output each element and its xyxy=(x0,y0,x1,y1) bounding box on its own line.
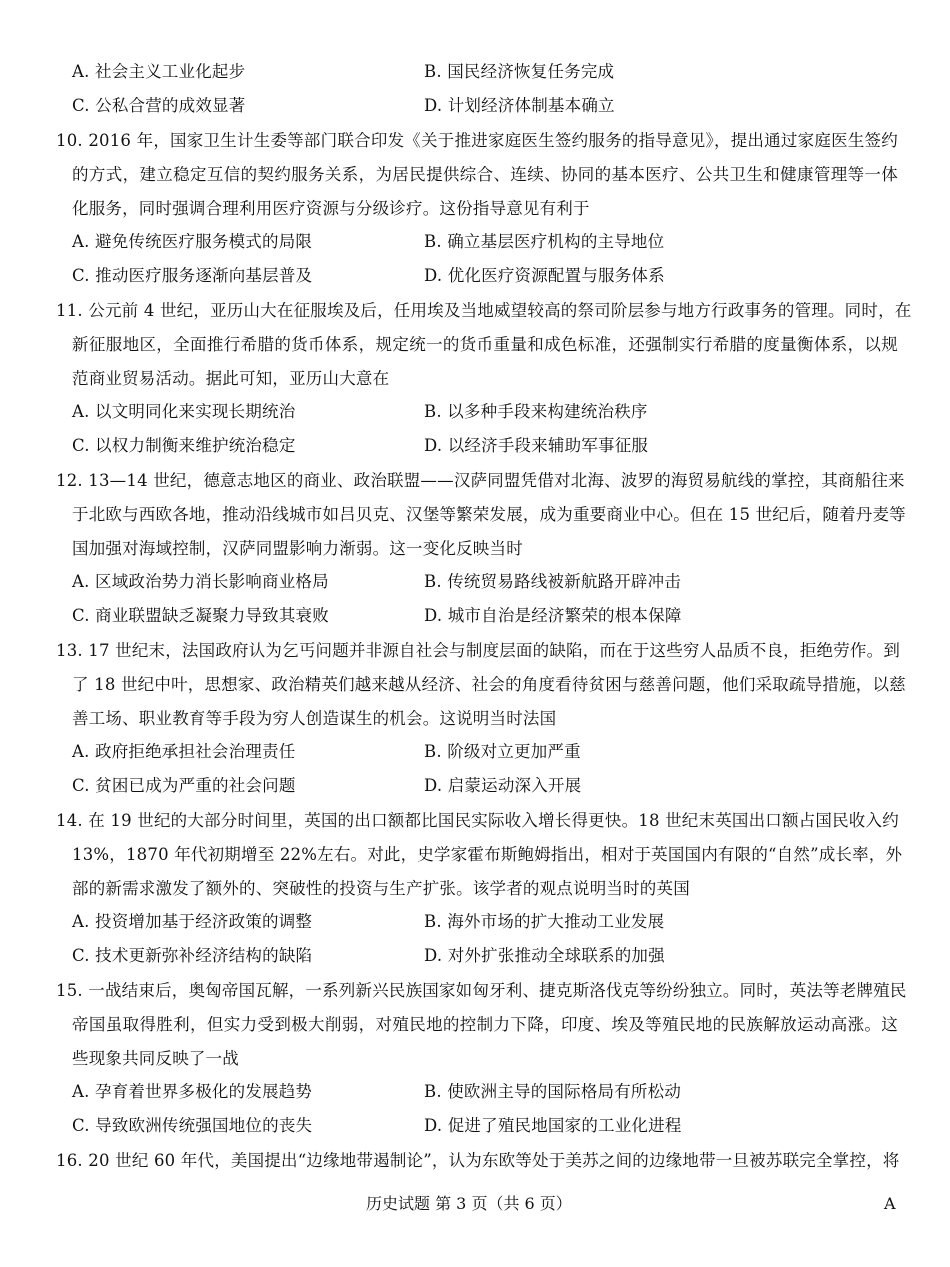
q11-option-a: A. 以文明同化来实现长期统治 xyxy=(72,402,296,421)
q11-option-c: C. 以权力制衡来维护统治稳定 xyxy=(72,436,296,455)
question-13-line-1: 13. 17 世纪末，法国政府认为乞丐问题并非源自社会与制度层面的缺陷，而在于这些穷人品质不良，拒绝劳作。到 xyxy=(56,641,901,660)
q15-option-b: B. 使欧洲主导的国际格局有所松动 xyxy=(424,1082,682,1101)
q15-option-c: C. 导致欧洲传统强国地位的丧失 xyxy=(72,1116,313,1135)
q10-option-d: D. 优化医疗资源配置与服务体系 xyxy=(424,266,665,285)
option-d: D. 计划经济体制基本确立 xyxy=(424,96,615,115)
q15-option-a: A. 孕育着世界多极化的发展趋势 xyxy=(72,1082,313,1101)
page-footer: 历史试题 第 3 页（共 6 页） xyxy=(366,1194,572,1213)
question-12-line-1: 12. 13—14 世纪，德意志地区的商业、政治联盟——汉萨同盟凭借对北海、波罗的海贸易航线的掌控，其商船往来 xyxy=(56,471,905,490)
q13-option-c: C. 贫困已成为严重的社会问题 xyxy=(72,776,296,795)
question-11-line-2: 新征服地区，全面推行希腊的货币体系，规定统一的货币重量和成色标准，还强制实行希腊的度量衡体系，以规 xyxy=(72,335,898,354)
question-11-line-1: 11. 公元前 4 世纪，亚历山大在征服埃及后，任用埃及当地威望较高的祭司阶层参与地方行政事务的管理。同时，在 xyxy=(56,301,912,320)
q10-option-c: C. 推动医疗服务逐渐向基层普及 xyxy=(72,266,313,285)
question-10-line-3: 化服务，同时强调合理利用医疗资源与分级诊疗。这份指导意见有利于 xyxy=(72,199,590,218)
q12-option-d: D. 城市自治是经济繁荣的根本保障 xyxy=(424,606,682,625)
question-11-line-3: 范商业贸易活动。据此可知，亚历山大意在 xyxy=(72,369,390,388)
question-14-line-3: 部的新需求激发了额外的、突破性的投资与生产扩张。该学者的观点说明当时的英国 xyxy=(72,879,690,898)
question-13-line-3: 善工场、职业教育等手段为穷人创造谋生的机会。这说明当时法国 xyxy=(72,709,557,728)
q13-option-a: A. 政府拒绝承担社会治理责任 xyxy=(72,742,296,761)
q12-option-c: C. 商业联盟缺乏凝聚力导致其衰败 xyxy=(72,606,329,625)
question-10-line-1: 10. 2016 年，国家卫生计生委等部门联合印发《关于推进家庭医生签约服务的指导意见》，提出通过家庭医生签约 xyxy=(56,131,898,150)
q10-option-a: A. 避免传统医疗服务模式的局限 xyxy=(72,232,313,251)
question-15-line-2: 帝国虽取得胜利，但实力受到极大削弱，对殖民地的控制力下降，印度、埃及等殖民地的民族解放运动高涨。这 xyxy=(72,1015,898,1034)
q12-option-a: A. 区域政治势力消长影响商业格局 xyxy=(72,572,329,591)
question-16-line-1: 16. 20 世纪 60 年代，美国提出“边缘地带遏制论”，认为东欧等处于美苏之间的边缘地带一旦被苏联完全掌控，将 xyxy=(56,1151,900,1170)
question-13-line-2: 了 18 世纪中叶，思想家、政治精英们越来越从经济、社会的角度看待贫困与慈善问题，他们采取疏导措施，以慈 xyxy=(72,675,906,694)
q11-option-d: D. 以经济手段来辅助军事征服 xyxy=(424,436,649,455)
version-mark: A xyxy=(884,1194,896,1213)
q12-option-b: B. 传统贸易路线被新航路开辟冲击 xyxy=(424,572,682,591)
q15-option-d: D. 促进了殖民地国家的工业化进程 xyxy=(424,1116,682,1135)
question-14-line-1: 14. 在 19 世纪的大部分时间里，英国的出口额都比国民实际收入增长得更快。18 世纪末英国出口额占国民收入约 xyxy=(56,811,899,830)
q13-option-b: B. 阶级对立更加严重 xyxy=(424,742,581,761)
q14-option-a: A. 投资增加基于经济政策的调整 xyxy=(72,912,313,931)
q11-option-b: B. 以多种手段来构建统治秩序 xyxy=(424,402,648,421)
question-14-line-2: 13%，1870 年代初期增至 22%左右。对此，史学家霍布斯鲍姆指出，相对于英国国内有限的“自然”成长率，外 xyxy=(72,845,903,864)
option-c: C. 公私合营的成效显著 xyxy=(72,96,246,115)
question-12-line-3: 国加强对海域控制，汉萨同盟影响力渐弱。这一变化反映当时 xyxy=(72,539,523,558)
q14-option-c: C. 技术更新弥补经济结构的缺陷 xyxy=(72,946,313,965)
option-b: B. 国民经济恢复任务完成 xyxy=(424,62,615,81)
option-a: A. 社会主义工业化起步 xyxy=(72,62,246,81)
q10-option-b: B. 确立基层医疗机构的主导地位 xyxy=(424,232,665,251)
q13-option-d: D. 启蒙运动深入开展 xyxy=(424,776,582,795)
q14-option-b: B. 海外市场的扩大推动工业发展 xyxy=(424,912,665,931)
question-10-line-2: 的方式，建立稳定互信的契约服务关系，为居民提供综合、连续、协同的基本医疗、公共卫生和健康管理等一体 xyxy=(72,165,898,184)
question-12-line-2: 于北欧与西欧各地，推动沿线城市如吕贝克、汉堡等繁荣发展，成为重要商业中心。但在 15 世纪后，随着丹麦等 xyxy=(72,505,906,524)
question-15-line-3: 些现象共同反映了一战 xyxy=(72,1049,239,1068)
question-15-line-1: 15. 一战结束后，奥匈帝国瓦解，一系列新兴民族国家如匈牙利、捷克斯洛伐克等纷纷独立。同时，英法等老牌殖民 xyxy=(56,981,907,1000)
q14-option-d: D. 对外扩张推动全球联系的加强 xyxy=(424,946,665,965)
